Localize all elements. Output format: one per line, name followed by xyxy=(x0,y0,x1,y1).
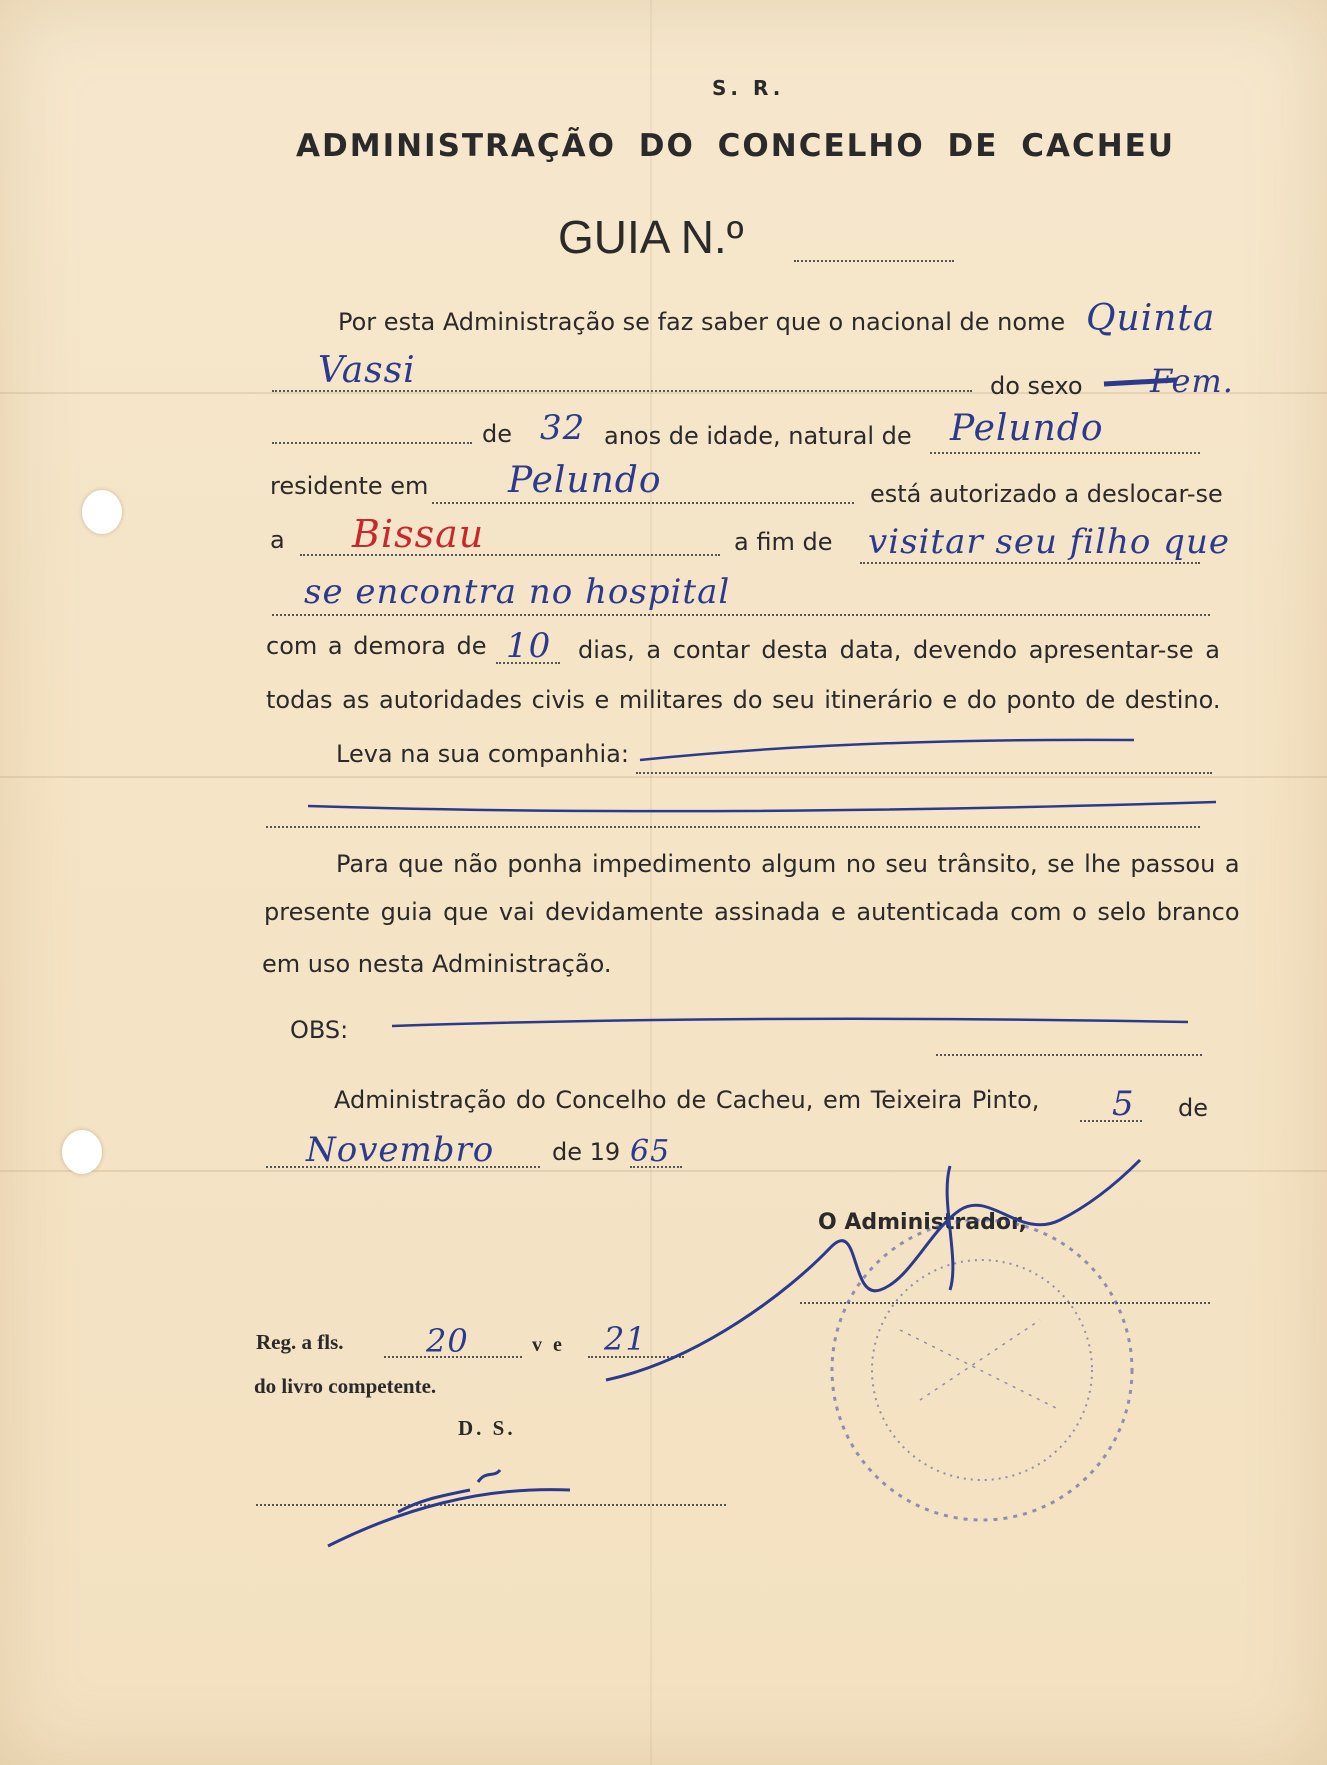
guia-label: GUIA N.º xyxy=(558,211,744,263)
demora-text: dias, a contar desta data, devendo apresentar-se a xyxy=(578,636,1220,664)
de-label: de xyxy=(482,420,512,448)
de-label-2: de xyxy=(1178,1094,1208,1122)
autoridades-text: todas as autoridades civis e militares do seu itinerário e do ponto de destino. xyxy=(266,686,1221,714)
residente-label: residente em xyxy=(270,472,429,500)
companhia-stroke xyxy=(640,740,1134,760)
sexo-strike xyxy=(1104,380,1176,384)
ve-label: v e xyxy=(532,1334,565,1356)
destino-value: Bissau xyxy=(352,512,485,556)
ds-signature xyxy=(328,1470,570,1546)
a-label: a xyxy=(270,526,285,554)
administrador-label: O Administrador, xyxy=(818,1210,1027,1235)
sexo-label: do sexo xyxy=(990,372,1083,400)
ano-value: 65 xyxy=(630,1134,671,1169)
transito-text-2: presente guia que vai devidamente assinada e autenticada com o selo branco xyxy=(264,898,1240,926)
transito-text-1: Para que não ponha impedimento algum no seu trânsito, se lhe passou a xyxy=(336,850,1240,878)
autorizado-label: está autorizado a deslocar-se xyxy=(870,480,1223,508)
natural-value: Pelundo xyxy=(950,408,1104,449)
residente-value: Pelundo xyxy=(508,460,662,501)
sexo-value: Fem. xyxy=(1150,362,1234,400)
intro-text: Por esta Administração se faz saber que o nacional de nome xyxy=(338,308,1066,336)
obs-stroke xyxy=(392,1019,1188,1026)
administrador-signature xyxy=(606,1160,1140,1380)
name-last: Vassi xyxy=(318,350,416,391)
dia-value: 5 xyxy=(1112,1084,1135,1124)
official-stamp xyxy=(832,1220,1132,1520)
livro-label: do livro competente. xyxy=(254,1374,437,1398)
transito-text-3: em uso nesta Administração. xyxy=(262,950,612,978)
name-first: Quinta xyxy=(1086,298,1216,339)
mes-value: Novembro xyxy=(306,1130,495,1170)
reg-label: Reg. a fls. xyxy=(256,1330,344,1354)
dias-value: 10 xyxy=(506,626,552,666)
fls-value: 20 xyxy=(426,1322,469,1360)
verso-value: 21 xyxy=(604,1320,647,1358)
fim-value-2: se encontra no hospital xyxy=(304,572,731,612)
de19-label: de 19 xyxy=(552,1138,621,1166)
fim-label: a fim de xyxy=(734,528,833,556)
demora-label: com a demora de xyxy=(266,632,487,660)
idade-value: 32 xyxy=(540,408,586,448)
ds-label: D. S. xyxy=(458,1416,516,1440)
place-text: Administração do Concelho de Cacheu, em Teixeira Pinto, xyxy=(334,1086,1040,1114)
companhia-label: Leva na sua companhia: xyxy=(336,740,629,768)
anos-label: anos de idade, natural de xyxy=(604,422,912,450)
page-title: ADMINISTRAÇÃO DO CONCELHO DE CACHEU xyxy=(296,128,1175,164)
companhia-stroke-2 xyxy=(308,802,1216,811)
fim-value-1: visitar seu filho que xyxy=(868,522,1230,562)
sr-label: S. R. xyxy=(712,76,785,100)
obs-label: OBS: xyxy=(290,1016,349,1044)
